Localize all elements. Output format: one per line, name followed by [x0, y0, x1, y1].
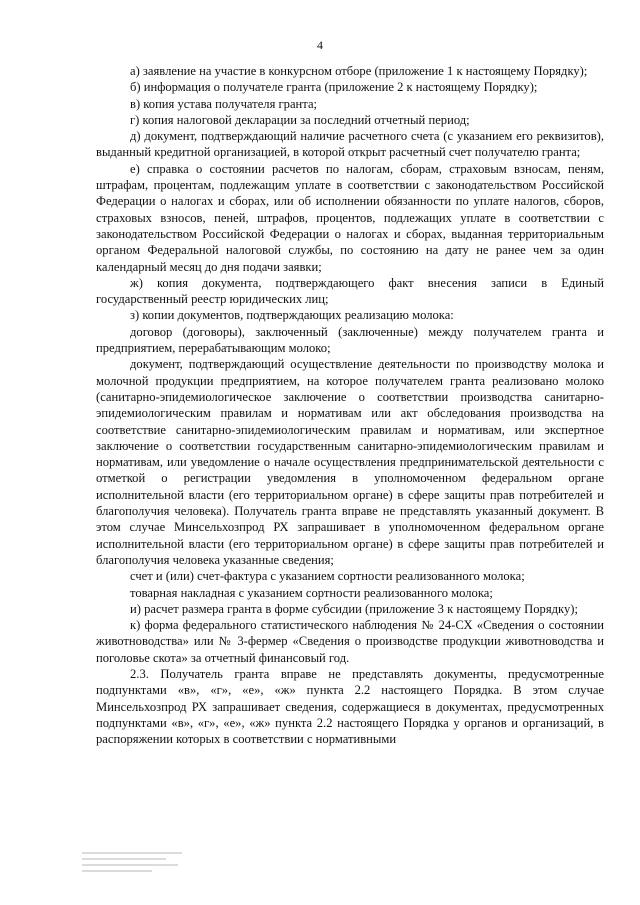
paragraph-z: з) копии документов, подтверждающих реализацию молока: — [130, 308, 454, 323]
paragraph-b: б) информация о получателе гранта (приложение 2 к настоящему Порядку); — [130, 80, 538, 95]
paragraph-invoice: счет и (или) счет-фактура с указанием сортности реализованного молока; — [130, 569, 525, 584]
faded-stamp-mark — [82, 848, 192, 884]
paragraph-k: к) форма федерального статистического наблюдения № 24-СХ «Сведения о состоянии животноводства» или № 3-фермер «Сведения о производстве продукции животноводства и поголовье скота» за отчетный финансовый год. — [96, 618, 604, 665]
page-number: 4 — [317, 38, 323, 52]
paragraph-d: д) документ, подтверждающий наличие расчетного счета (с указанием его реквизитов), выданный кредитной организацией, в которой открыт расчетный счет получателю гранта; — [96, 129, 604, 160]
paragraph-a: а) заявление на участие в конкурсном отборе (приложение 1 к настоящему Порядку); — [130, 64, 588, 78]
paragraph-contract: договор (договоры), заключенный (заключенные) между получателем гранта и предприятием, перерабатывающим молоко; — [96, 324, 604, 356]
paragraph-e: е) справка о состоянии расчетов по налогам, сборам, страховым взносам, пеням, штрафам, процентам, подлежащим уплате в соответствии с законодательством Российской Федерации о налогах и сборах, или об исполнении обязанности по уплате налогов, сборов, страховых взносов, пеней, штрафов, процентов, подлежащих уплате в соответствии с законодательством Российской Федерации о налогах и сборах, выданная территориальным органом Федеральной налоговой службы, по состоянию на дату не ранее чем за один календарный месяц до дня подачи заявки; — [96, 161, 604, 274]
paragraph-waybill: товарная накладная с указанием сортности реализованного молока; — [130, 585, 493, 600]
paragraph-g: г) копия налоговой декларации за последний отчетный период; — [130, 112, 470, 127]
paragraph-i: и) расчет размера гранта в форме субсидии (приложение 3 к настоящему Порядку); — [130, 601, 578, 616]
document-body — [96, 63, 604, 747]
paragraph-v: в) копия устава получателя гранта; — [130, 96, 318, 111]
paragraph-zh: ж) копия документа, подтверждающего факт внесения записи в Единый государственный реестр юридических лиц; — [96, 275, 604, 307]
paragraph-production-document: документ, подтверждающий осуществление деятельности по производству молока и молочной продукции предприятием, на которое получателем гранта реализовано молоко (санитарно-эпидемиологическое заключение о соответствии производства санитарно-эпидемиологическим правилам и нормативам или акт обследования производства на соответствие санитарно-эпидемиологическим правилам и нормативам, или экспертное заключение о соответствии государственным санитарно-эпидемиологическим правилам и нормативам, или уведомление о начале осуществления предпринимательской деятельности с отметкой о регистрации уведомления в уполномоченном федеральном органе исполнительной власти (его территориальном органе) в сфере защиты прав потребителей и благополучия человека). Получатель гранта вправе не представлять указанный документ. В этом случае Минсельхозпрод РХ запрашивает в уполномоченном федеральном органе исполнительной власти (его территориальном органе) в сфере защиты прав потребителей и благополучия человека указанные сведения; — [96, 357, 604, 567]
paragraph-2-3: 2.3. Получатель гранта вправе не представлять документы, предусмотренные подпунктами «в», «г», «е», «ж» пункта 2.2 настоящего Порядка. В этом случае Минсельхозпрод РХ запрашивает сведения, содержащиеся в документах, предусмотренных подпунктами «в», «г», «е», «ж» пункта 2.2 настоящего Порядка у органов и организаций, в распоряжении которых в соответствии с нормативными — [96, 666, 604, 747]
